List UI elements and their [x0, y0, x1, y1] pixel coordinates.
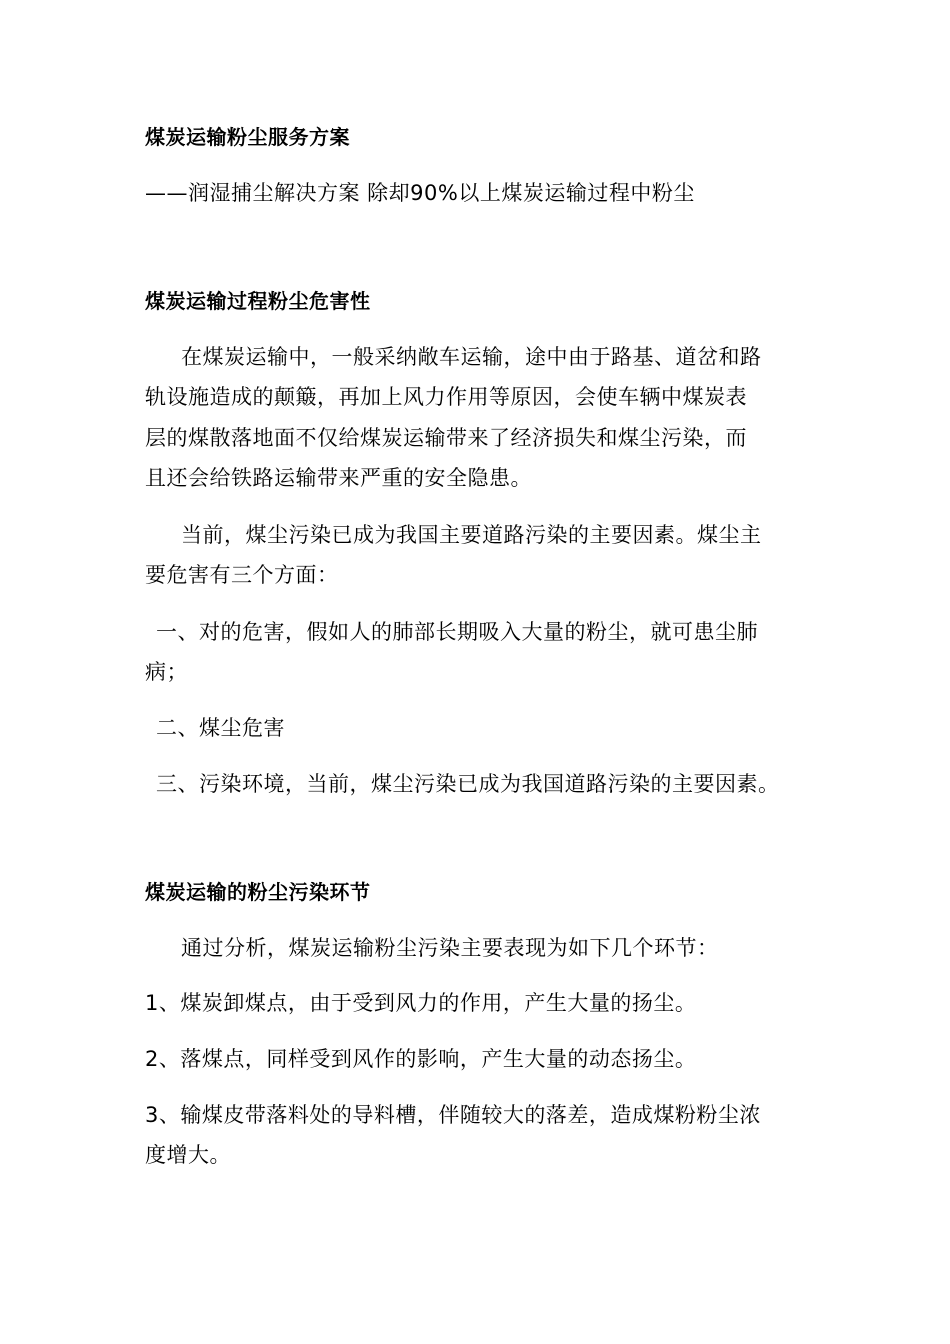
paragraph-line: 且还会给铁路运输带来严重的安全隐患。 — [145, 466, 532, 490]
list-item: 2、落煤点，同样受到风作的影响，产生大量的动态扬尘。 — [145, 1047, 697, 1071]
section-heading-hazards: 煤炭运输过程粉尘危害性 — [145, 289, 371, 313]
paragraph-line: 在煤炭运输中，一般采纳敞车运输，途中由于路基、道岔和路 — [181, 345, 762, 369]
paragraph-line: 要危害有三个方面： — [145, 563, 339, 587]
list-item: 三、污染环境，当前，煤尘污染已成为我国道路污染的主要因素。 — [156, 772, 780, 796]
paragraph-line: 当前，煤尘污染已成为我国主要道路污染的主要因素。煤尘主 — [181, 523, 762, 547]
list-item-line: 一、对的危害，假如人的肺部长期吸入大量的粉尘，就可患尘肺 — [156, 620, 758, 644]
document-title: 煤炭运输粉尘服务方案 — [145, 125, 350, 149]
paragraph-line: 通过分析，煤炭运输粉尘污染主要表现为如下几个环节： — [181, 936, 719, 960]
section-heading-pollution: 煤炭运输的粉尘污染环节 — [145, 880, 371, 904]
list-item-line: 3、输煤皮带落料处的导料槽，伴随较大的落差，造成煤粉粉尘浓 — [145, 1103, 761, 1127]
paragraph-line: 层的煤散落地面不仅给煤炭运输带来了经济损失和煤尘污染，而 — [145, 426, 747, 450]
list-item: 二、煤尘危害 — [156, 716, 285, 740]
list-item: 1、煤炭卸煤点，由于受到风力的作用，产生大量的扬尘。 — [145, 991, 697, 1015]
paragraph-line: 轨设施造成的颠簸，再加上风力作用等原因，会使车辆中煤炭表 — [145, 385, 747, 409]
document-subtitle: ——润湿捕尘解决方案 除却90%以上煤炭运输过程中粉尘 — [145, 181, 695, 205]
list-item-line: 病； — [145, 660, 188, 684]
list-item-line: 度增大。 — [145, 1143, 231, 1167]
